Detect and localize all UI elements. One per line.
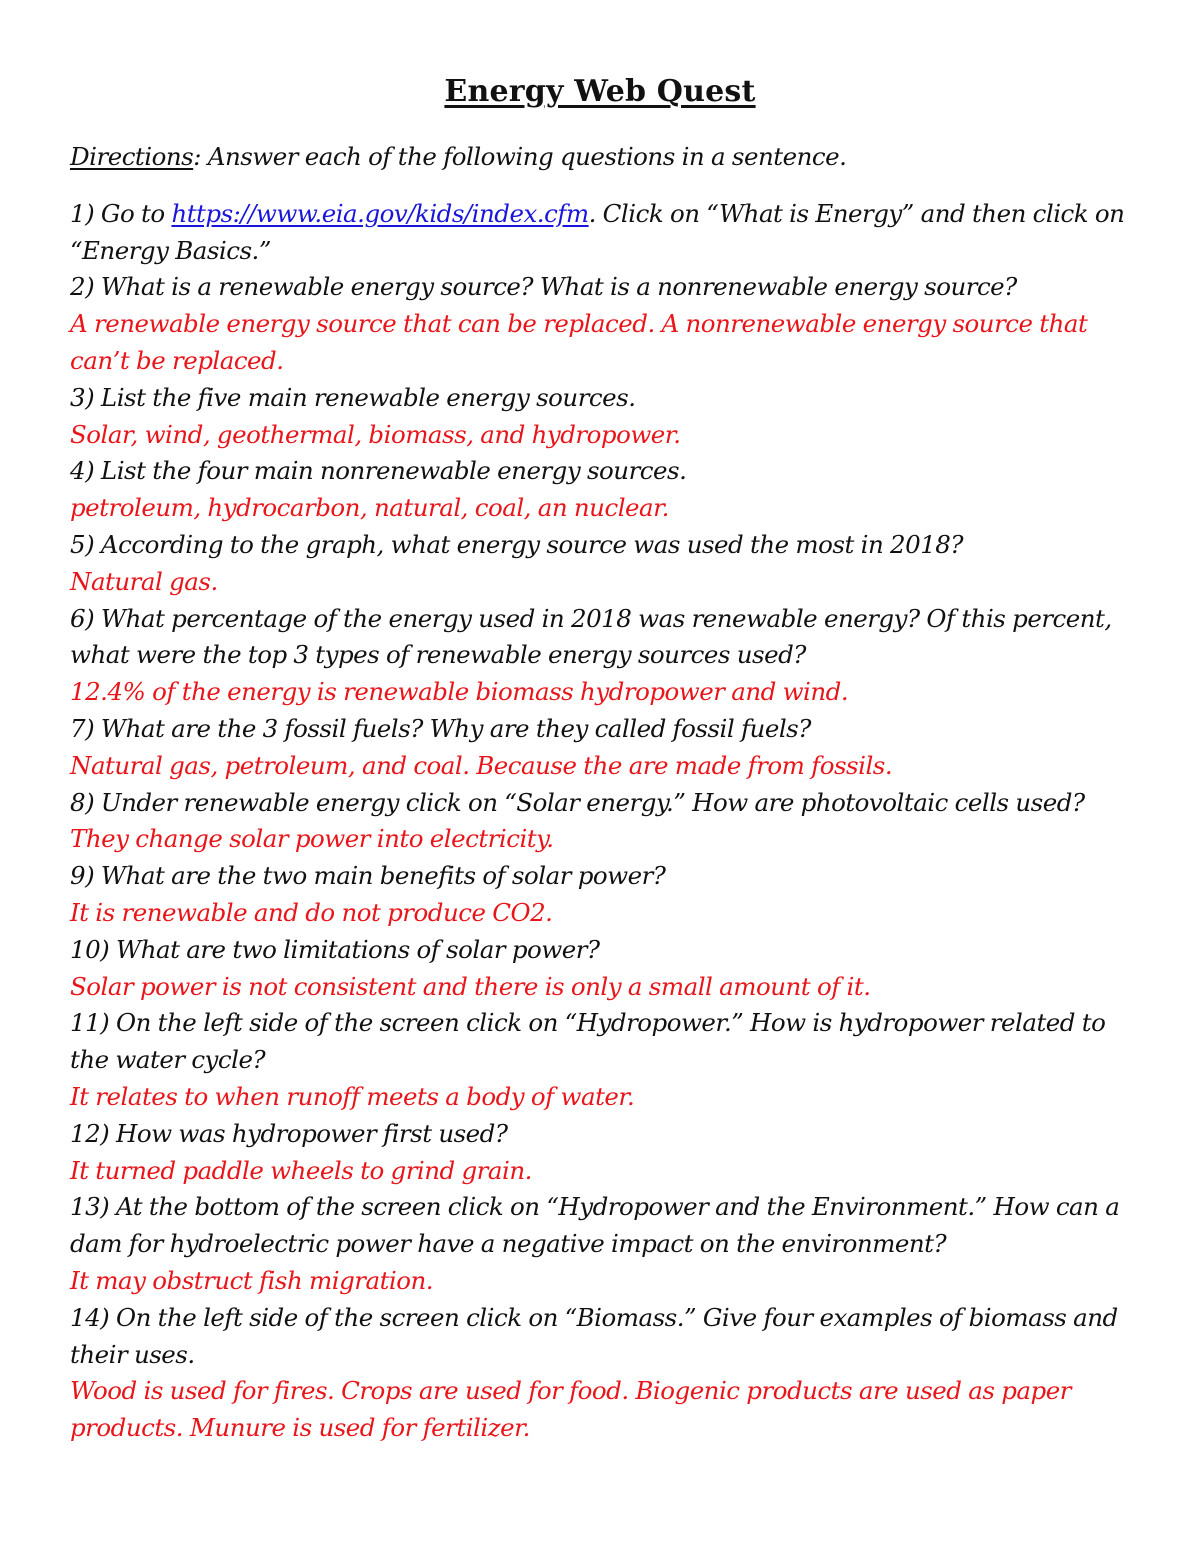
question-1-suffix: . Click on “What is Energy” and then click on “Energy Basics.” [70,198,1125,265]
question-1-prefix: 1) Go to [70,198,172,228]
question-7: 7) What are the 3 fossil fuels? Why are they called fossil fuels? [70,713,811,743]
answer-7: Natural gas, petroleum, and coal. Because the are made from fossils. [70,750,893,780]
question-11: 11) On the left side of the screen click on “Hydropower.” How is hydropower related to the water cycle? [70,1008,1106,1075]
answer-14: Wood is used for fires. Crops are used for food. Biogenic products are used as paper products. Munure is used for fertilizer. [70,1376,1071,1443]
question-5: 5) According to the graph, what energy source was used the most in 2018? [70,529,963,559]
question-3: 3) List the five main renewable energy sources. [70,382,636,412]
directions-label: Directions [70,142,194,171]
answer-2: A renewable energy source that can be replaced. A nonrenewable energy source that can’t be replaced. [70,309,1088,375]
page-title: Energy Web Quest [444,74,756,109]
answer-8: They change solar power into electricity. [70,824,554,854]
answer-3: Solar, wind, geothermal, biomass, and hydropower. [70,419,681,449]
answer-10: Solar power is not consistent and there is only a small amount of it. [70,971,871,1001]
question-1 [70,196,1140,270]
question-2: 2) What is a renewable energy source? What is a nonrenewable energy source? [70,272,1017,302]
answer-6: 12.4% of the energy is renewable biomass hydropower and wind. [70,677,849,707]
answer-12: It turned paddle wheels to grind grain. [70,1155,532,1185]
answer-5: Natural gas. [70,566,218,596]
question-10: 10) What are two limitations of solar power? [70,934,600,964]
question-14: 14) On the left side of the screen click on “Biomass.” Give four examples of biomass and their uses. [70,1302,1118,1369]
eia-kids-link[interactable]: https://www.eia.gov/kids/index.cfm [171,198,589,228]
answer-9: It is renewable and do not produce CO2. [70,897,553,927]
question-6: 6) What percentage of the energy used in 2018 was renewable energy? Of this percent, what were the top 3 types of renewable energy sources used? [70,603,1112,670]
question-12: 12) How was hydropower first used? [70,1118,508,1148]
worksheet-body [70,139,1140,1447]
answer-11: It relates to when runoff meets a body of water. [70,1081,635,1111]
answer-13: It may obstruct fish migration. [70,1265,434,1295]
question-4: 4) List the four main nonrenewable energy sources. [70,456,687,486]
question-13: 13) At the bottom of the screen click on “Hydropower and the Environment.” How can a dam for hydroelectric power have a negative impact on the environment? [70,1192,1120,1259]
answer-4: petroleum, hydrocarbon, natural, coal, an nuclear. [70,493,669,523]
directions-text: : Answer each of the following questions in a sentence. [193,142,847,171]
question-9: 9) What are the two main benefits of solar power? [70,861,666,891]
question-8: 8) Under renewable energy click on “Solar energy.” How are photovoltaic cells used? [70,787,1085,817]
directions [70,139,1140,176]
